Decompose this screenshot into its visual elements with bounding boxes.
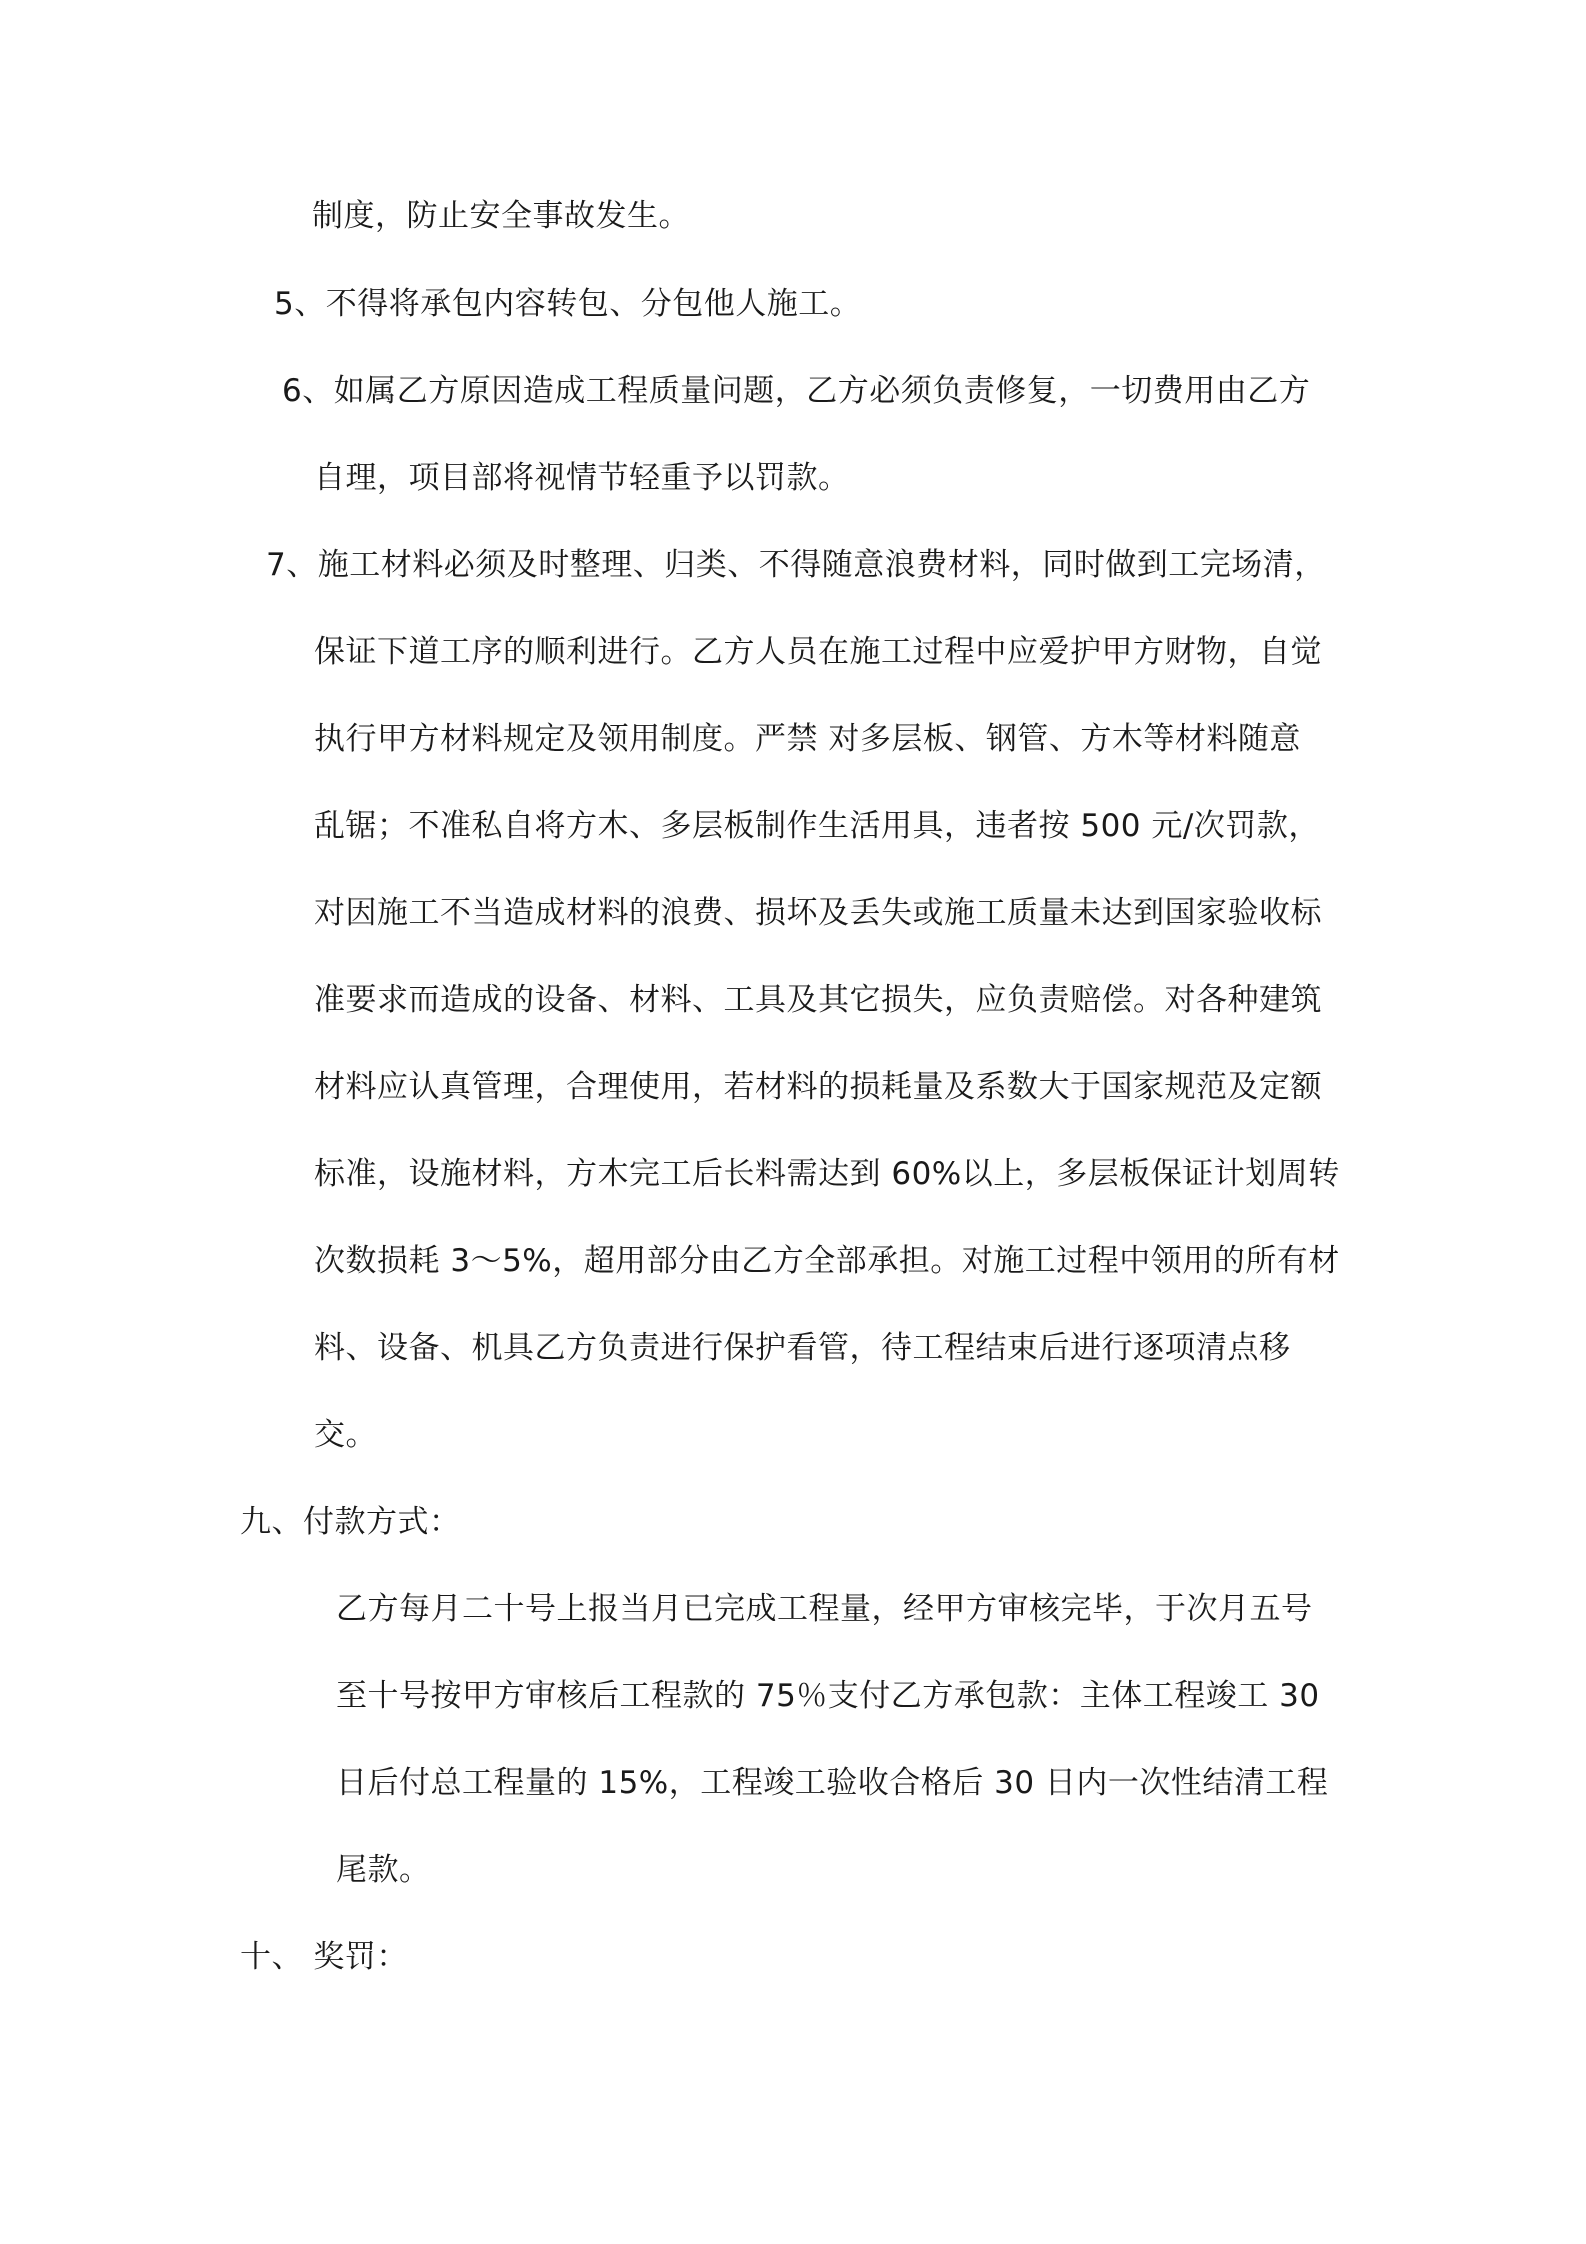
text-line: 准要求而造成的设备、材料、工具及其它损失，应负责赔偿。对各种建筑 [314,982,1322,1018]
text-line: 6、如属乙方原因造成工程质量问题，乙方必须负责修复，一切费用由乙方 [282,373,1311,409]
text-line: 日后付总工程量的 15%，工程竣工验收合格后 30 日内一次性结清工程 [336,1765,1329,1801]
text-line: 7、施工材料必须及时整理、归类、不得随意浪费材料，同时做到工完场清， [266,547,1326,583]
text-line: 次数损耗 3～5%，超用部分由乙方全部承担。对施工过程中领用的所有材 [314,1243,1340,1279]
text-line: 交。 [314,1417,377,1453]
section-heading: 九、付款方式： [240,1504,461,1540]
text-line: 料、设备、机具乙方负责进行保护看管，待工程结束后进行逐项清点移 [314,1330,1291,1366]
text-line: 对因施工不当造成材料的浪费、损坏及丢失或施工质量未达到国家验收标 [314,895,1322,931]
text-line: 5、不得将承包内容转包、分包他人施工。 [274,286,862,322]
text-line: 制度，防止安全事故发生。 [312,198,690,234]
text-line: 保证下道工序的顺利进行。乙方人员在施工过程中应爱护甲方财物，自觉 [314,634,1322,670]
text-line: 材料应认真管理，合理使用，若材料的损耗量及系数大于国家规范及定额 [314,1069,1322,1105]
text-line: 执行甲方材料规定及领用制度。严禁 对多层板、钢管、方木等材料随意 [314,721,1301,757]
section-heading: 十、 奖罚： [240,1939,408,1975]
text-line: 乱锯；不准私自将方木、多层板制作生活用具，违者按 500 元/次罚款， [314,808,1320,844]
text-line: 乙方每月二十号上报当月已完成工程量，经甲方审核完毕，于次月五号 [336,1591,1313,1627]
text-line: 标准，设施材料，方木完工后长料需达到 60%以上，多层板保证计划周转 [314,1156,1340,1192]
text-line: 自理，项目部将视情节轻重予以罚款。 [314,460,850,496]
text-line: 至十号按甲方审核后工程款的 75％支付乙方承包款：主体工程竣工 30 [336,1678,1320,1714]
text-line: 尾款。 [336,1852,431,1888]
